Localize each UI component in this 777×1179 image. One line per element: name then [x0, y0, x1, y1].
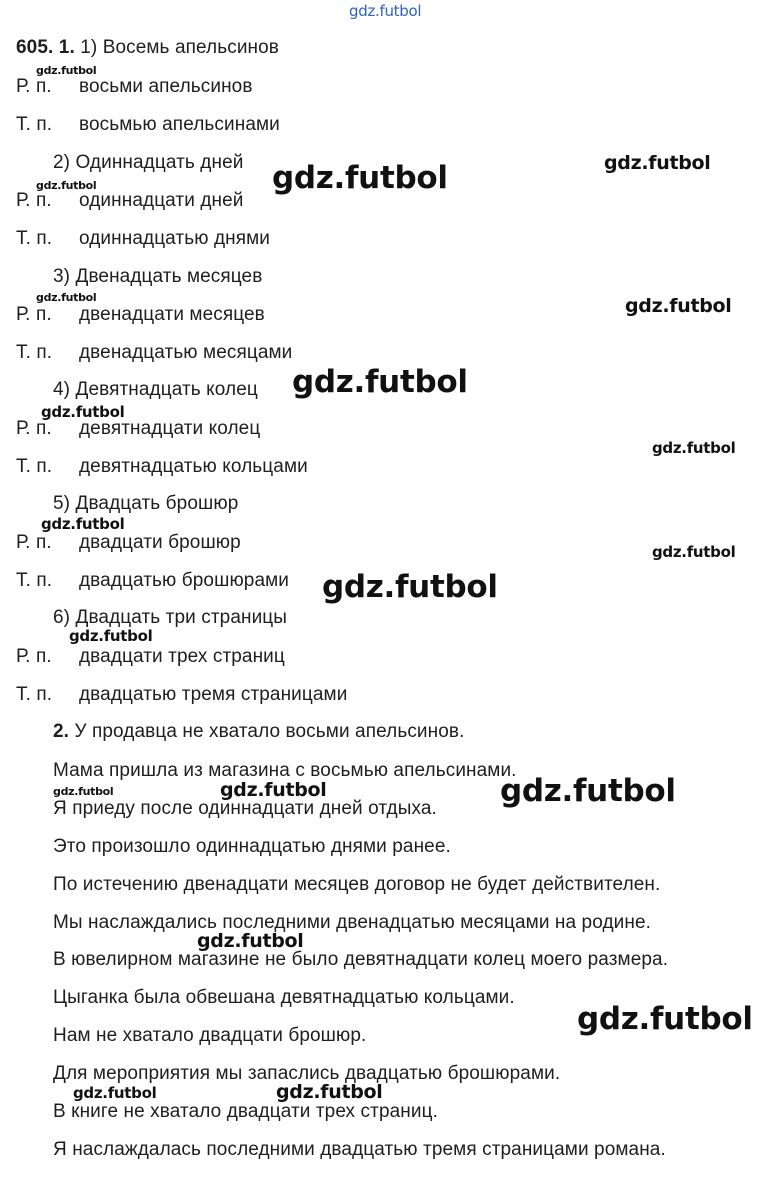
sentence-11: В книге не хватало двадцати трех страниц. [53, 1101, 438, 1122]
item-3-title: 3) Двенадцать месяцев [53, 266, 263, 287]
item-3-instrumental: двенадцатью месяцами [79, 342, 293, 363]
item-6-instrumental-line [16, 683, 347, 707]
item-3-instrumental-line [16, 341, 292, 365]
task-number: 605. [16, 37, 54, 58]
case-label-genitive: Р. п. [16, 418, 52, 439]
case-label-instrumental: Т. п. [16, 570, 53, 591]
case-label-instrumental: Т. п. [16, 456, 53, 477]
item-1-instrumental-line [16, 113, 280, 137]
item-2-instrumental: одиннадцатью днями [79, 228, 270, 249]
watermark: gdz.futbol [220, 779, 327, 801]
case-label-instrumental: Т. п. [16, 684, 53, 705]
case-label-genitive: Р. п. [16, 76, 52, 97]
watermark: gdz.futbol [292, 364, 468, 400]
item-4-genitive: девятнадцати колец [79, 418, 261, 439]
sentence-2: Мама пришла из магазина с восьмью апельсинами. [53, 760, 517, 781]
watermark: gdz.futbol [69, 627, 153, 645]
case-label-instrumental: Т. п. [16, 342, 53, 363]
sentence-7: В ювелирном магазине не было девятнадцати колец моего размера. [53, 949, 669, 970]
watermark: gdz.futbol [276, 1081, 383, 1103]
watermark: gdz.futbol [604, 152, 711, 174]
watermark: gdz.futbol [41, 515, 125, 533]
watermark: gdz.futbol [272, 160, 448, 196]
item-2-instrumental-line [16, 227, 270, 251]
item-6-genitive: двадцати трех страниц [79, 646, 285, 667]
sentence-3: Я приеду после одиннадцати дней отдыха. [53, 798, 437, 819]
sentence-12: Я наслаждалась последними двадцатью тремя страницами романа. [53, 1139, 666, 1160]
watermark: gdz.futbol [500, 773, 676, 809]
watermark: gdz.futbol [36, 64, 97, 77]
sentence-4: Это произошло одиннадцатью днями ранее. [53, 836, 451, 857]
item-5-genitive-line [16, 531, 241, 555]
watermark: gdz.futbol [197, 930, 304, 952]
item-5-instrumental: двадцатью брошюрами [79, 570, 289, 591]
item-2-genitive-line [16, 189, 243, 213]
header-watermark: gdz.futbol [349, 2, 422, 20]
item-5-instrumental-line [16, 569, 289, 593]
item-5-title: 5) Двадцать брошюр [53, 493, 239, 514]
item-3-genitive-line [16, 303, 265, 327]
sentence-10: Для мероприятия мы запаслись двадцатью брошюрами. [53, 1063, 561, 1084]
item-2-title: 2) Одиннадцать дней [53, 152, 244, 173]
watermark: gdz.futbol [36, 291, 97, 304]
item-4-instrumental-line [16, 455, 308, 479]
watermark: gdz.futbol [625, 295, 732, 317]
sentence-8: Цыганка была обвешана девятнадцатью кольцами. [53, 987, 515, 1008]
item-1-genitive: восьми апельсинов [79, 76, 253, 97]
item-1-title-line [16, 36, 279, 60]
watermark: gdz.futbol [322, 569, 498, 605]
watermark: gdz.futbol [36, 179, 97, 192]
item-6-genitive-line [16, 645, 285, 669]
case-label-instrumental: Т. п. [16, 114, 53, 135]
case-label-genitive: Р. п. [16, 190, 52, 211]
watermark: gdz.futbol [53, 785, 114, 798]
watermark: gdz.futbol [73, 1084, 157, 1102]
item-6-title: 6) Двадцать три страницы [53, 607, 288, 628]
case-label-genitive: Р. п. [16, 646, 52, 667]
sentence-1: У продавца не хватало восьми апельсинов. [74, 721, 465, 742]
watermark: gdz.futbol [652, 543, 736, 561]
item-4-title: 4) Девятнадцать колец [53, 379, 258, 400]
item-1-title: 1) Восемь апельсинов [80, 37, 279, 58]
sentence-1-line [53, 720, 464, 744]
item-4-instrumental: девятнадцатью кольцами [79, 456, 308, 477]
sentence-9: Нам не хватало двадцати брошюр. [53, 1025, 367, 1046]
case-label-genitive: Р. п. [16, 532, 52, 553]
sentence-5: По истечению двенадцати месяцев договор не будет действителен. [53, 874, 661, 895]
item-5-genitive: двадцати брошюр [79, 532, 241, 553]
item-6-instrumental: двадцатью тремя страницами [79, 684, 348, 705]
watermark: gdz.futbol [577, 1001, 753, 1037]
item-1-instrumental: восьмью апельсинами [79, 114, 280, 135]
sentence-6: Мы наслаждались последними двенадцатью месяцами на родине. [53, 912, 652, 933]
case-label-genitive: Р. п. [16, 304, 52, 325]
item-1-genitive-line [16, 75, 253, 99]
part-2-number: 2. [53, 721, 70, 742]
watermark: gdz.futbol [652, 439, 736, 457]
part-1-number: 1. [58, 37, 75, 58]
item-3-genitive: двенадцати месяцев [79, 304, 265, 325]
item-2-genitive: одиннадцати дней [79, 190, 244, 211]
watermark: gdz.futbol [41, 403, 125, 421]
case-label-instrumental: Т. п. [16, 228, 53, 249]
